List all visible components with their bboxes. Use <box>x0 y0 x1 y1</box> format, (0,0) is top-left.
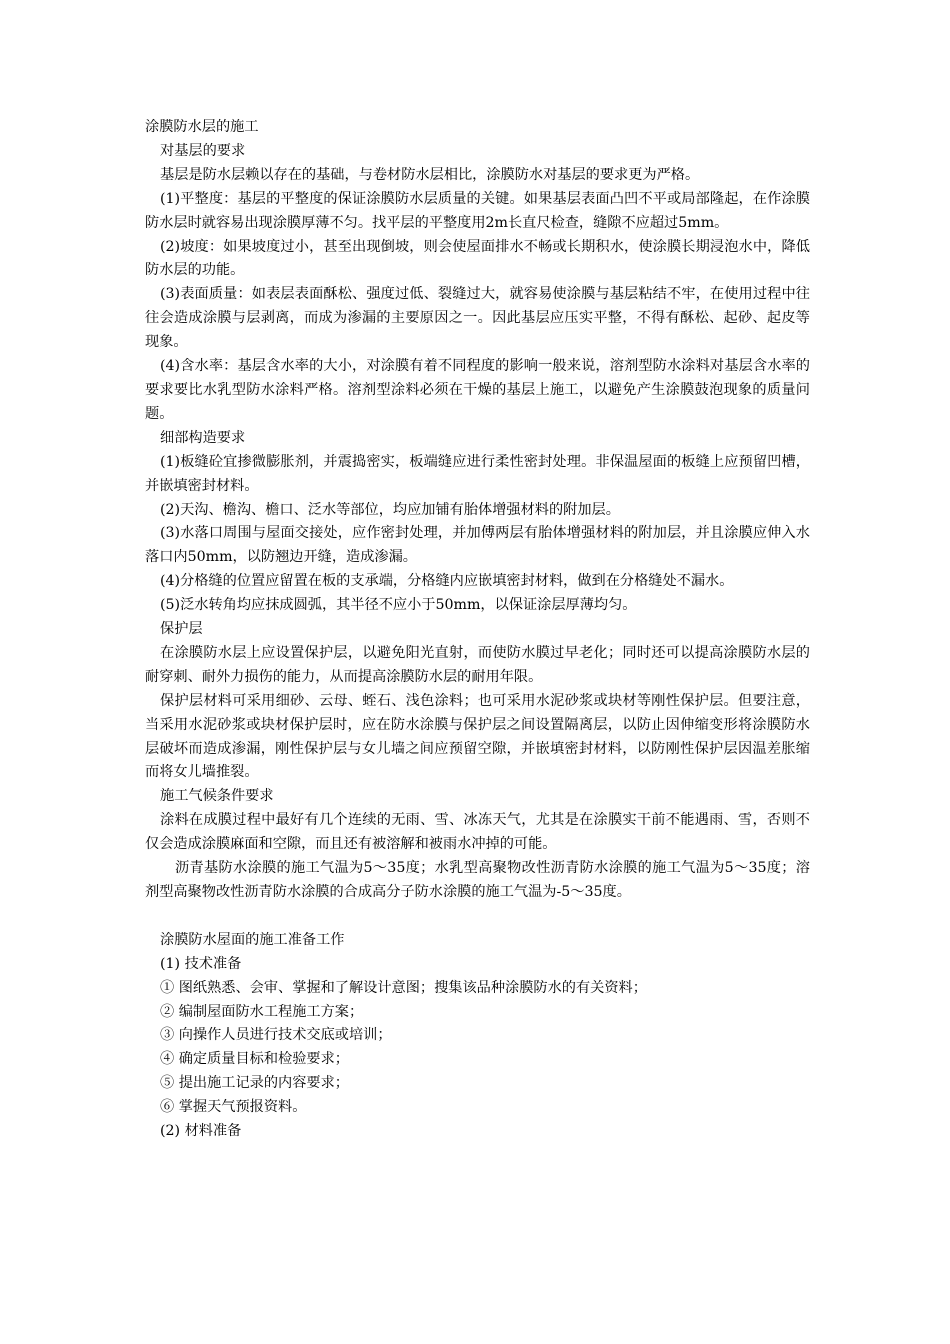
section-heading: (2) 材料准备 <box>160 1123 242 1140</box>
section-heading: 涂膜防水屋面的施工准备工作 <box>160 931 345 948</box>
paragraph: ⑥ 掌握天气预报资料。 <box>160 1099 307 1116</box>
paragraph: (3)表面质量：如表层表面酥松、强度过低、裂缝过大，就容易使涂膜与基层粘结不牢，在使用过程中往往会造成涂膜与层剥离，而成为渗漏的主要原因之一。因此基层应压实平整，不得有酥松、起砂、起皮等现象。 <box>145 286 810 351</box>
blank-line <box>145 905 810 929</box>
document-title: 涂膜防水层的施工 <box>145 119 259 135</box>
paragraph: 沥青基防水涂膜的施工气温为5～35度；水乳型高聚物改性沥青防水涂膜的施工气温为5～35度；溶剂型高聚物改性沥青防水涂膜的合成高分子防水涂膜的施工气温为-5～35度。 <box>145 860 810 900</box>
paragraph: 基层是防水层赖以存在的基础，与卷材防水层相比，涂膜防水对基层的要求更为严格。 <box>160 166 700 183</box>
section-heading: 对基层的要求 <box>160 142 246 159</box>
paragraph: (4)分格缝的位置应留置在板的支承端，分格缝内应嵌填密封材料，做到在分格缝处不漏水。 <box>160 573 734 590</box>
paragraph: 保护层材料可采用细砂、云母、蛭石、浅色涂料；也可采用水泥砂浆或块材等刚性保护层。但要注意，当采用水泥砂浆或块材保护层时，应在防水涂膜与保护层之间设置隔离层，以防止因伸缩变形将涂膜防水层破坏而造成渗漏，刚性保护层与女儿墙之间应预留空隙，并嵌填密封材料，以防刚性保护层因温差胀缩而将女儿墙推裂。 <box>145 692 810 781</box>
document-body <box>145 140 810 1144</box>
paragraph: (2)坡度：如果坡度过小，甚至出现倒坡，则会使屋面排水不畅或长期积水，使涂膜长期浸泡水中，降低防水层的功能。 <box>145 238 810 279</box>
paragraph: ④ 确定质量目标和检验要求； <box>160 1051 349 1068</box>
paragraph: (1)板缝砼宜掺微膨胀剂，并震捣密实，板端缝应进行柔性密封处理。非保温屋面的板缝上应预留凹槽，并嵌填密封材料。 <box>145 453 810 494</box>
paragraph: ② 编制屋面防水工程施工方案； <box>160 1003 364 1020</box>
paragraph: (1)平整度：基层的平整度的保证涂膜防水层质量的关键。如果基层表面凸凹不平或局部隆起，在作涂膜防水层时就容易出现涂膜厚薄不匀。找平层的平整度用2m长直尺检查，缝隙不应超过5mm。 <box>145 190 810 231</box>
section-heading: (1) 技术准备 <box>160 955 242 972</box>
paragraph: 在涂膜防水层上应设置保护层，以避免阳光直射，而使防水膜过早老化；同时还可以提高涂膜防水层的耐穿刺、耐外力损伤的能力，从而提高涂膜防水层的耐用年限。 <box>145 644 810 685</box>
paragraph: (2)天沟、檐沟、檐口、泛水等部位，均应加铺有胎体增强材料的附加层。 <box>160 501 620 518</box>
paragraph: (4)含水率：基层含水率的大小，对涂膜有着不同程度的影响一般来说，溶剂型防水涂料对基层含水率的要求要比水乳型防水涂料严格。溶剂型涂料必须在干燥的基层上施工，以避免产生涂膜鼓泡现象的质量问题。 <box>145 358 810 422</box>
paragraph: (5)泛水转角均应抹成圆弧，其半径不应小于50mm，以保证涂层厚薄均匀。 <box>160 597 637 614</box>
paragraph: ① 图纸熟悉、会审、掌握和了解设计意图；搜集该品种涂膜防水的有关资料； <box>160 979 647 996</box>
section-heading: 保护层 <box>160 621 203 638</box>
section-heading: 细部构造要求 <box>160 429 246 446</box>
paragraph: ③ 向操作人员进行技术交底或培训； <box>160 1027 392 1044</box>
paragraph: (3)水落口周围与屋面交接处，应作密封处理，并加傅两层有胎体增强材料的附加层，并且涂膜应伸入水落口内50mm，以防翘边开缝，造成渗漏。 <box>145 525 810 566</box>
section-heading: 施工气候条件要求 <box>160 788 274 805</box>
document-page <box>145 116 810 1144</box>
paragraph: ⑤ 提出施工记录的内容要求； <box>160 1075 349 1092</box>
paragraph: 涂料在成膜过程中最好有几个连续的无雨、雪、冰冻天气，尤其是在涂膜实干前不能遇雨、雪，否则不仅会造成涂膜麻面和空隙，而且还有被溶解和被雨水冲掉的可能。 <box>145 812 810 853</box>
